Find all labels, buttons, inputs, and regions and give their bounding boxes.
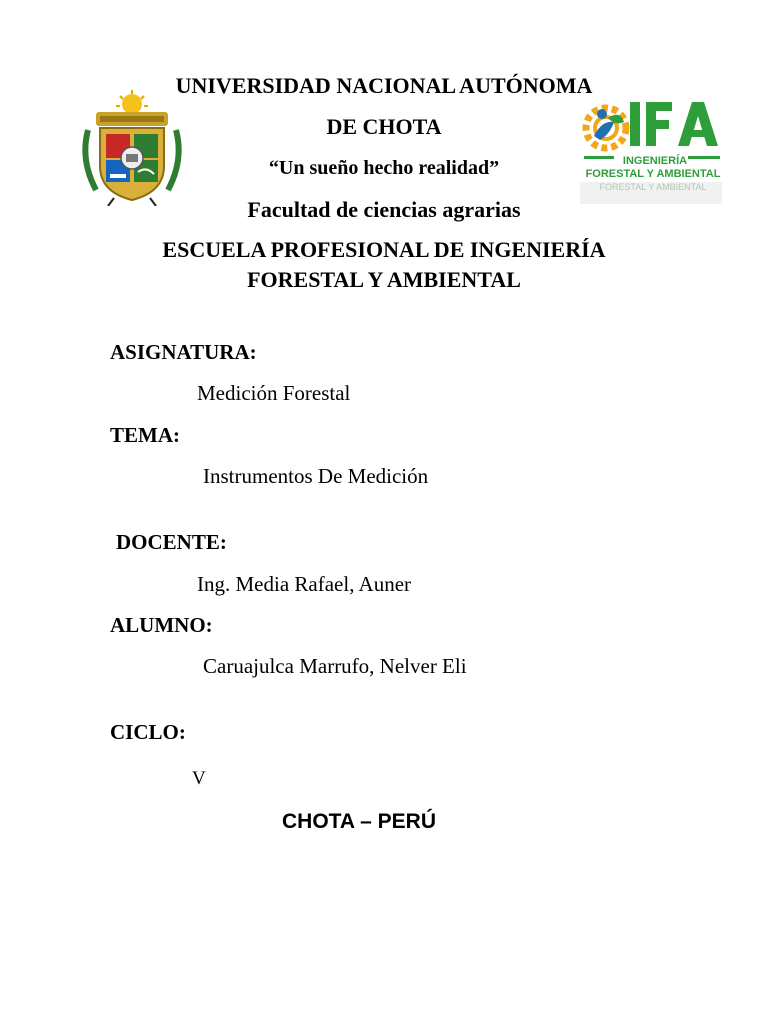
svg-text:INGENIERÍA: INGENIERÍA <box>622 155 688 167</box>
docente-value: Ing. Media Rafael, Auner <box>197 572 412 596</box>
school-name-line2: FORESTAL Y AMBIENTAL <box>247 267 521 292</box>
university-motto: “Un sueño hecho realidad” <box>268 157 500 179</box>
ciclo-label: CICLO: <box>110 720 186 744</box>
tema-label: TEMA: <box>110 423 180 447</box>
ifa-logo <box>580 92 722 204</box>
university-name-line1: UNIVERSIDAD NACIONAL AUTÓNOMA <box>175 73 593 98</box>
ifa-logo-icon <box>580 92 722 204</box>
asignatura-label: ASIGNATURA: <box>110 340 257 364</box>
docente-label: DOCENTE: <box>116 530 227 554</box>
asignatura-value: Medición Forestal <box>197 381 351 405</box>
alumno-value: Caruajulca Marrufo, Nelver Eli <box>203 654 467 678</box>
svg-text:FORESTAL Y AMBIENTAL: FORESTAL Y AMBIENTAL <box>599 182 707 192</box>
tema-value: Instrumentos De Medición <box>203 464 429 488</box>
location-footer: CHOTA – PERÚ <box>281 810 436 833</box>
university-name-line2: DE CHOTA <box>326 114 442 139</box>
university-crest-icon <box>78 90 186 206</box>
school-name-line1: ESCUELA PROFESIONAL DE INGENIERÍA <box>162 237 606 262</box>
ciclo-value: V <box>192 768 206 789</box>
alumno-label: ALUMNO: <box>110 613 213 637</box>
faculty-name: Facultad de ciencias agrarias <box>247 197 521 222</box>
svg-text:FORESTAL Y AMBIENTAL: FORESTAL Y AMBIENTAL <box>585 168 721 180</box>
university-crest-logo <box>78 90 186 206</box>
